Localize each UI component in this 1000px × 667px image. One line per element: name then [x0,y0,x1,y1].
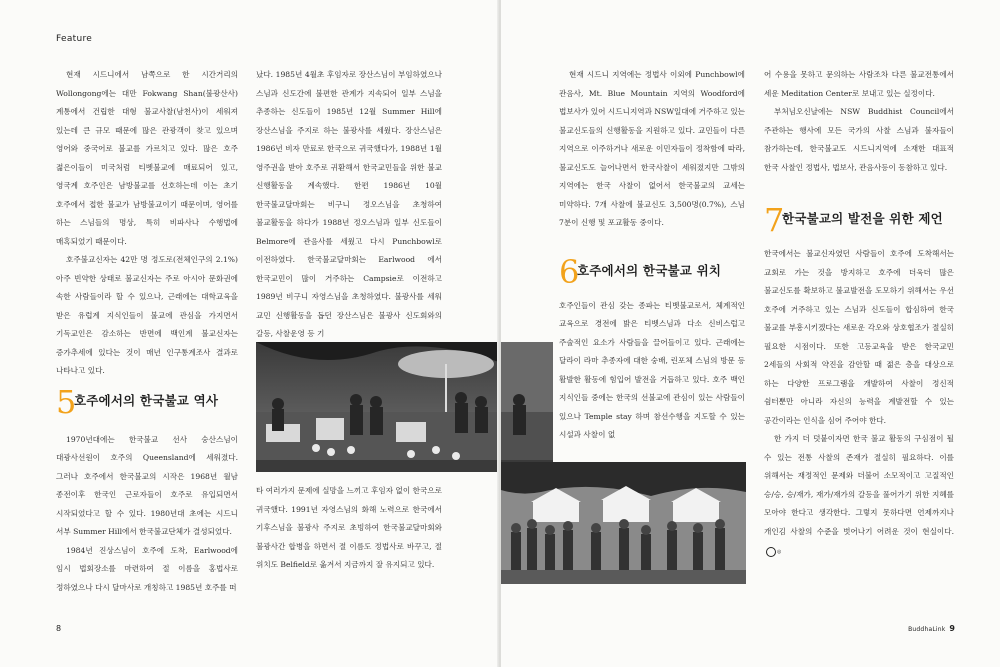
page-number-right [908,624,955,633]
paragraph: 났다. 1985년 4월초 후임자로 장산스님이 부임하였으나 스님과 신도간에 불편한 관계가 지속되어 일부 스님을 추종하는 신도들이 1985년 12월 Summer Hill에 장산스님을 주지로 하는 불광사를 세웠다. 장산스님은 1986년 비자 만료로 한국으로 귀국했다가, 1988년 1월 영주권을 받아 호주로 귀환해서 한국교민들을 위한 불교 신행활동을 계속했다. 한편 1986년 10월 한국불교달마회는 비구니 정오스님을 초청하여 불교활동을 하다가 1988년 정오스님과 일부 신도들이 Belmore에 관음사를 세웠고 다시 Punchbowl로 이전하였다. 한국불교달마회는 Earlwood 에서 한국교민이 많이 거주하는 Campsie로 이전하고 1989년 비구니 자영스님을 초청하였다. 불광사를 세워 교민 신행활동을 돕던 장산스님은 불광사 신도회와의 갈등, 사찰운영 등 기 [256,70,442,338]
paragraph-text: 한 가지 더 덧붙이자면 한국 불교 활동의 구심점이 될 수 있는 전통 사찰의 존재가 절실히 필요하다. 이를 위해서는 재정적인 문제와 더불어 소모적이고 고질적인 승/승, 승/재가, 재가/재가의 갈등을 풀어가기 위한 지혜를 모아야 한다고 생각한다. 그렇지 못하다면 언제까지나 개인김 사찰의 수준을 벗어나기 어려운 것이 현실이다. [764,434,954,536]
paragraph: 현재 시드니 지역에는 정법사 이외에 Punchbowl에 관음사, Mt. Blue Mountain 지역의 Woodford에 법보사가 있어 시드니지역과 NSW일대에 거주하고 있는 불교신도들의 신행활동을 지원하고 있다. 교민들이 다른 지역으로 이주하거나 새로운 이민자들이 정착함에 따라, 불교신도도 늘어나면서 한국사찰이 세워졌지만 그밖의 지역에는 한국 사찰이 없어서 한국불교의 교세는 미약하다. 7개 사찰에 불교신도 3,500명(0.7%), 스님 7분이 신행 및 포교활동 중이다. [559,70,745,227]
section-number: 5 [56,382,77,421]
paragraph: 1970년대에는 한국불교 선사 숭산스님이 대광사선원이 호주의 Queensland에 세워졌다. 그러나 호주에서 한국불교의 시작은 1968년 월남 종전이후 한국인 근로자들이 호주로 유입되면서 시작되었다고 할 수 있다. 1980년대 초에는 시드니 서부 Summer Hill에서 한국불교단체가 결성되었다. [56,434,238,536]
section-title: 호주에서의 한국불교 역사 [74,392,219,408]
section-number: 7 [764,201,785,239]
page-number: 9 [949,624,955,633]
right-page [501,0,1000,667]
running-head: Feature [56,34,93,44]
left-page [0,0,499,667]
left-column-2-bottom [256,482,442,575]
paragraph: 한국에서는 불교신자였던 사람들이 호주에 도착해서는 교회로 가는 것을 방지하고 호주에 더욱더 많은 불교신도를 확보하고 불교발전을 도모하기 위해서는 우선 호주에 거주하고 있는 스님과 신도들이 합심하여 한국 불교를 부흥시키겠다는 새로운 각오와 상호협조가 절실히 필요한 시점이다. 또한 고등교육을 받은 한국교민 2세들의 사회적 약진을 감안할 때 젊은 층을 대상으로 하는 다양한 프로그램을 개발하여 사찰이 정신적 쉼터뿐만 아니라 자신의 능력을 계발전할 수 있는 공간이라는 인식을 심어 주어야 한다. [764,249,954,425]
paragraph: 어 수용을 못하고 문의하는 사람조차 다른 불교전통에서 세운 Meditation Center로 보내고 있는 실정이다. [764,70,954,98]
left-column-2-top [256,66,442,344]
magazine-name: BuddhaLink [908,626,946,633]
festival-photo [501,462,746,584]
paragraph: 타 여러가지 문제에 실망을 느끼고 후임자 없이 한국으로 귀국했다. 1991년 자영스님의 화해 노력으로 한국에서 기후스님을 불광사 주지로 초빙하여 한국불교달마회와 불광사간 합병을 하면서 절 이름도 정법사로 바꾸고, 절 위치도 Belfield로 옮겨서 지금까지 잘 유지되고 있다. [256,486,442,569]
page-number-left: 8 [56,624,62,633]
paragraph: 호주불교신자는 42만 명 정도로(전체인구의 2.1%) 아주 빈약한 상태로 불교신자는 주로 아시아 문화권에 속한 사람들이라 할 수 있으나, 근래에는 대학교육을 받은 유럽계 지식인들이 불교에 관심을 가지면서 기독교인은 감소하는 반면에 백인계 불교신자는 증가추세에 있다는 것이 매년 인구통계조사 결과로 나타나고 있다. [56,255,238,375]
paragraph: 호주인들이 관심 갖는 종파는 티벳불교로서, 체계적인 교육으로 경전에 밝은 티벳스님과 다소 신비스럽고 주술적인 요소가 사람들을 끌어들이고 있다. 근래에는 달라이 라마 추종자에 대한 숭배, 린포체 스님의 방문 등 활발한 활동에 힘입어 발전을 거듭하고 있다. 호주 백인 지식인들 중에는 한국의 선불교에 관심이 있는 사람들이 있으나 Temple stay 하며 참선수행을 지도할 수 있는 시설과 사찰이 없 [559,300,745,439]
paragraph: 현재 시드니에서 남쪽으로 한 시간거리의 Wollongong에는 대만 Fokwang Shan(불광산사)계통에서 건립한 대형 불교사찰(남천사)이 세워져 있는데 큰 규모 때문에 많은 관광객이 찾고 있으며 영어와 중국어로 불교를 가르치고 있다. 많은 호주 젊은이들이 미국처럼 티벳불교에 매료되어 있고, 영국계 호주인은 남방불교를 선호하는데 이는 초기 호주에서 접한 불교가 남방불교이기 때문이며, 영어를 하는 스님들의 명상, 특히 비파사나 수행법에 매혹되었기 때문이다. [56,70,238,246]
section-title: 호주에서의 한국불교 위치 [577,262,722,278]
right-column-2 [764,66,954,560]
left-column-1 [56,66,238,597]
section-number: 6 [559,252,580,291]
right-column-1 [559,66,745,445]
section-heading-5 [56,382,238,421]
section-heading-7 [764,203,954,239]
ceremony-photo-continuation [501,342,553,472]
end-mark-icon: ◎ [766,547,776,557]
paragraph: 부처님오신날에는 NSW Buddhist Council에서 주관하는 행사에 모든 국가의 사찰 스님과 불자들이 참가하는데, 한국불교도 시드니지역에 소재한 대표적 한국 사찰인 정법사, 법보사, 관음사등이 동참하고 있다. [764,107,954,172]
paragraph [764,430,954,560]
paragraph: 1984년 진상스님이 호주에 도착, Earlwood에 임시 법회장소를 마련하여 절 이름을 홍법사로 정하였으나 다시 달마사로 개칭하고 1985년 호주를 떠 [56,545,238,592]
section-title: 한국불교의 발전을 위한 제언 [782,211,943,226]
ceremony-photo [256,342,499,472]
section-heading-6 [559,252,745,291]
